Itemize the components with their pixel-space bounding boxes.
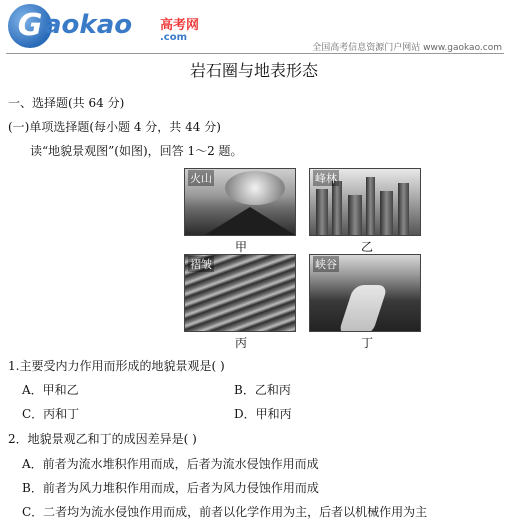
logo-chinese-name: 高考网 [160, 18, 200, 33]
rock-pillar [348, 195, 362, 235]
rock-pillar [398, 183, 409, 235]
photo-caption: 丙 [234, 336, 247, 350]
logo-domain-suffix: .com [160, 32, 188, 43]
question-1-option-c: C．丙和丁 [22, 407, 80, 421]
logo-globe-icon: G [8, 4, 52, 48]
question-1-option-d: D．甲和丙 [234, 407, 292, 421]
photo-label: 峰林 [315, 172, 337, 185]
rock-pillar [380, 191, 393, 235]
question-2-option-c: C．二者均为流水侵蚀作用而成，前者以化学作用为主，后者以机械作用为主 [22, 505, 428, 519]
subsection-heading: (一)单项选择题(每小题 4 分，共 44 分) [8, 120, 221, 134]
photo-caption: 甲 [234, 240, 247, 254]
question-2-option-b: B．前者为风力堆积作用而成，后者为风力侵蚀作用而成 [22, 481, 319, 495]
question-instruction: 读“地貌景观图”(如图)，回答 1～2 题。 [30, 144, 243, 158]
rock-pillar [366, 177, 375, 235]
question-1-stem: 1.主要受内力作用而形成的地貌景观是( ) [8, 359, 225, 373]
document-title: 岩石圈与地表形态 [189, 61, 318, 80]
question-1-option-a: A．甲和乙 [22, 383, 79, 397]
photo-volcano [184, 168, 296, 236]
photo-peak-forest [309, 168, 421, 236]
canyon-river [338, 285, 388, 332]
question-2-option-a: A．前者为流水堆积作用而成，后者为流水侵蚀作用而成 [22, 457, 319, 471]
rock-pillar [332, 181, 342, 235]
header-divider [6, 53, 504, 54]
question-2-stem: 2．地貌景观乙和丁的成因差异是( ) [8, 432, 197, 446]
site-header [0, 0, 508, 56]
gaokao-logo[interactable] [8, 4, 208, 48]
photo-label: 褶皱 [190, 258, 212, 271]
site-slogan: 全国高考信息资源门户网站 www.gaokao.com [312, 43, 502, 53]
photo-fold [184, 254, 296, 332]
photo-label: 火山 [190, 172, 212, 185]
photo-caption: 乙 [360, 240, 373, 254]
photo-caption: 丁 [360, 336, 373, 350]
logo-wordmark: aokao [44, 10, 133, 40]
photo-canyon [309, 254, 421, 332]
photo-label: 峡谷 [315, 258, 337, 271]
volcano-cone [205, 207, 295, 235]
rock-pillar [316, 189, 328, 235]
section-heading: 一、选择题(共 64 分) [8, 96, 125, 110]
question-1-option-b: B．乙和丙 [234, 383, 291, 397]
volcano-smoke [225, 171, 285, 205]
